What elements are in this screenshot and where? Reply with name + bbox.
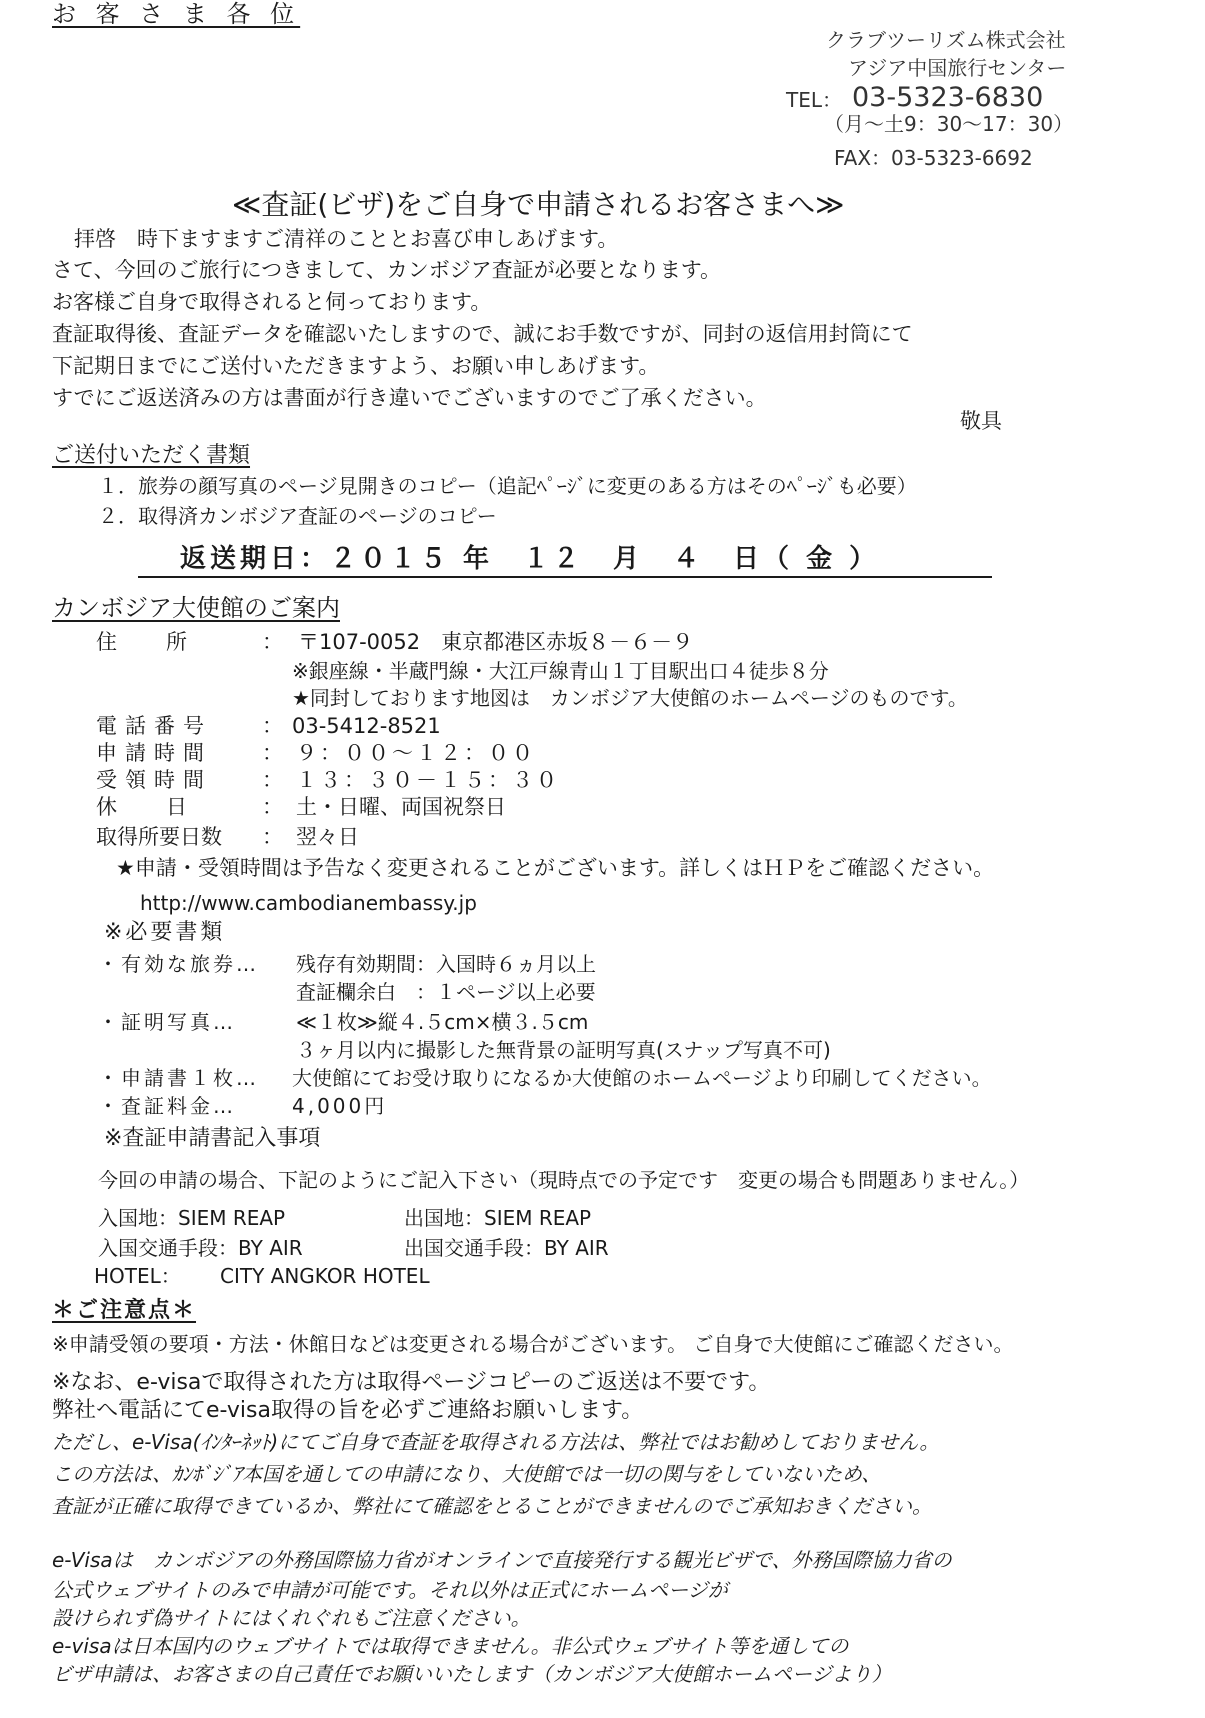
evisa-no-return: ※なお、e-visaで取得された方は取得ページコピーのご返送は不要です。 xyxy=(52,1370,771,1395)
form-label: ・申請書１枚… xyxy=(98,1066,259,1090)
required-heading: ※必要書類 xyxy=(104,920,226,945)
photo-label: ・証明写真… xyxy=(98,1010,236,1034)
receive-time: １３：３０－１５：３０ xyxy=(296,768,560,792)
return-date-underline xyxy=(138,576,992,578)
processing-days: 翌々日 xyxy=(296,825,359,849)
greeting-line-3: お客様ご自身で取得されると伺っております。 xyxy=(52,290,492,314)
apply-time: ９：００～１２：００ xyxy=(296,741,536,765)
passport-validity: 残存有効期間：入国時６ヵ月以上 xyxy=(296,952,596,976)
address-note-access: ※銀座線・半蔵門線・大江戸線青山１丁目駅出口４徒歩８分 xyxy=(292,659,829,683)
document-item-1: １．旅券の顔写真のページ見開きのコピー（追記ﾍﾟｰｼﾞに変更のある方はそのﾍﾟｰｼﾞも必要） xyxy=(98,474,917,498)
passport-blank-pages: 査証欄余白 ：１ページ以上必要 xyxy=(296,980,596,1004)
evisa-warning-1: ただし、e-Visa(ｲﾝﾀｰﾈｯﾄ)にてご自身で査証を取得される方法は、弊社ではお勧めしておりません。 xyxy=(52,1430,940,1454)
evisa-info-4: e-visaは日本国内のウェブサイトでは取得できません。非公式ウェブサイト等を通しての xyxy=(52,1634,849,1658)
processing-days-label: 取得所要日数 xyxy=(96,825,222,849)
exit-place: 出国地：SIEM REAP xyxy=(404,1206,592,1230)
passport-label: ・有効な旅券… xyxy=(98,952,259,976)
embassy-phone: 03-5412-8521 xyxy=(292,714,441,738)
receive-time-label: 受領時間 xyxy=(96,768,212,792)
label-colon: ： xyxy=(262,630,283,654)
form-instruction: 大使館にてお受け取りになるか大使館のホームページより印刷してください。 xyxy=(292,1066,992,1090)
address-note-map: ★同封しております地図は カンボジア大使館のホームページのものです。 xyxy=(292,686,968,710)
hours-notice: ★申請・受領時間は予告なく変更されることがございます。詳しくはＨＰをご確認ください。 xyxy=(116,856,995,880)
evisa-warning-2: この方法は、ｶﾝﾎﾞｼﾞｱ本国を通しての申請になり、大使館では一切の関与をしていないため、 xyxy=(52,1462,882,1486)
entry-transport: 入国交通手段：BY AIR xyxy=(98,1236,303,1260)
tel-label: TEL： xyxy=(786,88,842,112)
form-fill-intro: 今回の申請の場合、下記のようにご記入下さい（現時点での予定です 変更の場合も問題ありません。） xyxy=(98,1168,1030,1192)
greeting-line-4: 査証取得後、査証データを確認いたしますので、誠にお手数ですが、同封の返信用封筒にて xyxy=(52,322,913,346)
tel-number: 03-5323-6830 xyxy=(852,82,1044,113)
greeting-line-1: 拝啓 時下ますますご清祥のこととお喜び申しあげます。 xyxy=(74,227,619,251)
evisa-info-3: 設けられず偽サイトにはくれぐれもご注意ください。 xyxy=(52,1606,531,1630)
company-dept: アジア中国旅行センター xyxy=(848,56,1067,80)
salutation: お 客 さ ま 各 位 xyxy=(52,0,301,28)
evisa-info-2: 公式ウェブサイトのみで申請が可能です。それ以外は正式にホームページが xyxy=(52,1578,728,1602)
form-fill-heading: ※査証申請書記入事項 xyxy=(104,1126,321,1151)
evisa-contact: 弊社へ電話にてe-visa取得の旨を必ずご連絡お願いします。 xyxy=(52,1398,644,1423)
greeting-line-5: 下記期日までにご送付いただきますよう、お願い申しあげます。 xyxy=(52,354,660,378)
label-colon: ： xyxy=(262,741,283,765)
fee-label: ・査証料金… xyxy=(98,1094,236,1118)
embassy-address: 〒107-0052 東京都港区赤坂８－６－９ xyxy=(298,630,694,654)
fax-number: FAX：03-5323-6692 xyxy=(834,146,1033,170)
business-hours: （月～土9：30～17：30） xyxy=(824,112,1074,136)
evisa-info-1: e-Visaは カンボジアの外務国際協力省がオンラインで直接発行する観光ビザで、外務国際協力省の xyxy=(52,1548,952,1572)
page-title: ≪査証(ビザ)をご自身で申請されるお客さまへ≫ xyxy=(232,188,845,221)
embassy-url: http://www.cambodianembassy.jp xyxy=(140,891,477,915)
hotel-label: HOTEL： xyxy=(94,1264,181,1288)
photo-size: ≪１枚≫縦４.５cm×横３.５cm xyxy=(296,1010,589,1034)
documents-heading: ご送付いただく書類 xyxy=(52,443,251,468)
closed-days: 土・日曜、両国祝祭日 xyxy=(296,795,506,819)
hotel-name: CITY ANGKOR HOTEL xyxy=(220,1264,430,1288)
greeting-line-2: さて、今回のご旅行につきまして、カンボジア査証が必要となります。 xyxy=(52,258,722,282)
evisa-warning-3: 査証が正確に取得できているか、弊社にて確認をとることができませんのでご承知おきください。 xyxy=(52,1494,932,1518)
greeting-line-6: すでにご返送済みの方は書面が行き違いでございますのでご了承ください。 xyxy=(52,386,767,410)
phone-label: 電話番号 xyxy=(96,714,212,738)
closed-label: 休 日 xyxy=(96,795,201,819)
photo-requirement: ３ヶ月以内に撮影した無背景の証明写真(スナップ写真不可) xyxy=(296,1038,831,1062)
caution-line: ※申請受領の要項・方法・休館日などは変更される場合がございます。 ご自身で大使館にご確認ください。 xyxy=(52,1332,1014,1356)
label-colon: ： xyxy=(262,714,283,738)
visa-fee: 4,000円 xyxy=(292,1094,388,1118)
cautions-heading: ＊ご注意点＊ xyxy=(52,1298,197,1323)
company-name: クラブツーリズム株式会社 xyxy=(826,28,1066,52)
entry-place: 入国地：SIEM REAP xyxy=(98,1206,286,1230)
label-colon: ： xyxy=(262,768,283,792)
document-item-2: ２．取得済カンボジア査証のページのコピー xyxy=(98,504,497,528)
embassy-heading: カンボジア大使館のご案内 xyxy=(52,594,340,622)
apply-time-label: 申請時間 xyxy=(96,741,212,765)
label-colon: ： xyxy=(262,825,283,849)
return-date: 返送期日：２０１５ 年 １２ 月 ４ 日（ 金 ） xyxy=(180,544,880,574)
exit-transport: 出国交通手段：BY AIR xyxy=(404,1236,609,1260)
evisa-info-5: ビザ申請は、お客さまの自己責任でお願いいたします（カンボジア大使館ホームページより） xyxy=(52,1662,892,1686)
closing: 敬具 xyxy=(960,409,1002,433)
label-colon: ： xyxy=(262,795,283,819)
address-label: 住 所 xyxy=(96,630,201,654)
